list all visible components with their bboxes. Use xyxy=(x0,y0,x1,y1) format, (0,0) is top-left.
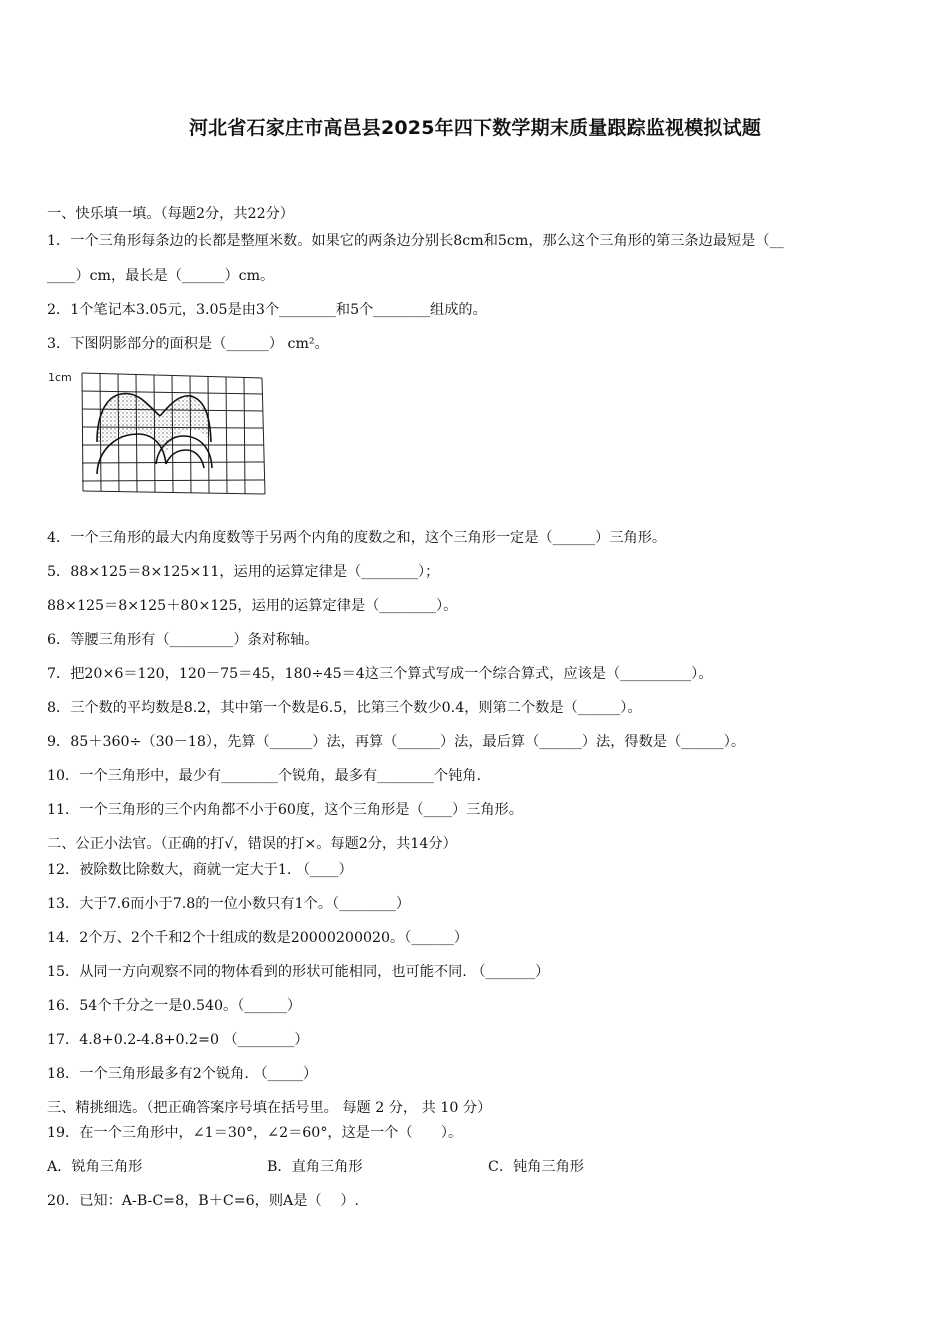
question-19-option-a: A．锐角三角形 xyxy=(47,1159,143,1175)
question-1-line-2: ____）cm，最长是（______）cm。 xyxy=(47,268,275,284)
question-6: 6．等腰三角形有（_________）条对称轴。 xyxy=(47,632,319,648)
question-19: 19．在一个三角形中，∠1＝30°，∠2＝60°，这是一个（ ）。 xyxy=(47,1125,463,1141)
question-17: 17．4.8+0.2-4.8+0.2=0 （________） xyxy=(47,1032,309,1048)
question-10: 10．一个三角形中，最少有________个锐角，最多有________个钝角. xyxy=(47,768,482,784)
question-15: 15．从同一方向观察不同的物体看到的形状可能相同，也可能不同. （_______） xyxy=(47,964,550,980)
question-18: 18．一个三角形最多有2个锐角. （_____） xyxy=(47,1066,318,1082)
shaded-area-grid-figure xyxy=(46,364,271,503)
question-14: 14．2个万、2个千和2个十组成的数是20000200020。（______） xyxy=(47,930,469,946)
question-9: 9．85＋360÷（30－18），先算（______）法，再算（______）法，最后算（______）法，得数是（______）。 xyxy=(47,734,746,750)
question-3: 3．下图阴影部分的面积是（______） cm²。 xyxy=(47,336,329,352)
question-19-option-c: C．钝角三角形 xyxy=(488,1159,584,1175)
section-3-heading: 三、精挑细选。（把正确答案序号填在括号里。 每题 2 分， 共 10 分） xyxy=(47,1100,492,1116)
question-5-line-2: 88×125＝8×125＋80×125，运用的运算定律是（________）。 xyxy=(47,598,458,614)
question-8: 8．三个数的平均数是8.2，其中第一个数是6.5，比第三个数少0.4，则第二个数是（______）。 xyxy=(47,700,642,716)
question-16: 16．54个千分之一是0.540。（______） xyxy=(47,998,302,1014)
unit-label: 1cm xyxy=(48,371,72,384)
question-12: 12．被除数比除数大，商就一定大于1. （____） xyxy=(47,862,353,878)
question-11: 11．一个三角形的三个内角都不小于60度，这个三角形是（____）三角形。 xyxy=(47,802,523,818)
question-20: 20．已知：A-B-C=8，B＋C=6，则A是（ ）. xyxy=(47,1193,360,1209)
question-5-line-1: 5．88×125＝8×125×11，运用的运算定律是（________）； xyxy=(47,564,440,580)
question-7: 7．把20×6＝120，120－75＝45，180÷45＝4这三个算式写成一个综合算式，应该是（__________）。 xyxy=(47,666,713,682)
grid-svg xyxy=(46,364,271,499)
question-13: 13．大于7.6而小于7.8的一位小数只有1个。（________） xyxy=(47,896,411,912)
question-19-option-b: B．直角三角形 xyxy=(267,1159,363,1175)
section-1-heading: 一、快乐填一填。（每题2分，共22分） xyxy=(47,206,294,222)
page-title: 河北省石家庄市高邑县2025年四下数学期末质量跟踪监视模拟试题 xyxy=(188,117,762,139)
section-2-heading: 二、公正小法官。（正确的打√，错误的打×。每题2分，共14分） xyxy=(47,836,457,852)
question-1-line-1: 1．一个三角形每条边的长都是整厘米数。如果它的两条边分别长8cm和5cm，那么这个三角形的第三条边最短是（__ xyxy=(47,233,784,249)
question-4: 4．一个三角形的最大内角度数等于另两个内角的度数之和，这个三角形一定是（______）三角形。 xyxy=(47,530,667,546)
question-2: 2．1个笔记本3.05元，3.05是由3个________和5个________组成的。 xyxy=(47,302,487,318)
